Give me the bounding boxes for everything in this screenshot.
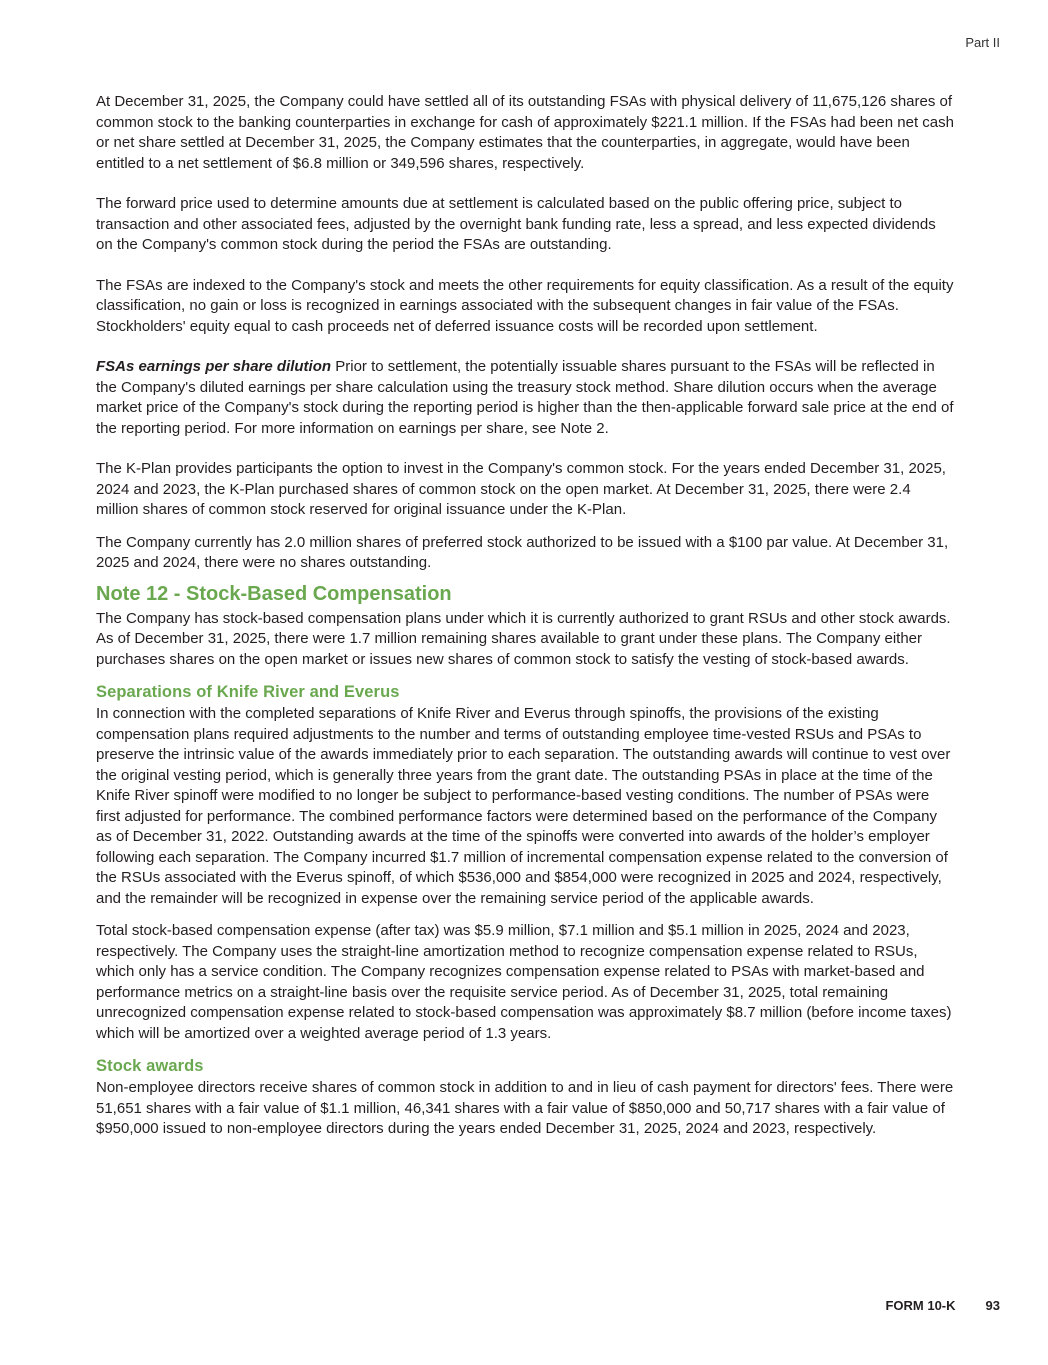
total-expense-paragraph: Total stock-based compensation expense (after tax) was $5.9 million, $7.1 million and $5.1 million in 2025, 2024 and 2023, respectively. The Company uses the straight-line amortization method to recognize compensation expense related to RSUs, which only has a service condition. The Company recognizes compensation expense related to PSAs with market-based and performance metrics on a straight-line basis over the requisite service period. As of December 31, 2025, total remaining unrecognized compensation expense related to stock-based compensation was approximately $8.7 million (before income taxes) which will be amortized over a weighted average period of 1.3 years.	[96, 922, 952, 1042]
eps-dilution-lead-in: FSAs earnings per share dilution	[96, 358, 332, 375]
document-body	[96, 92, 956, 1140]
note-12-title: Note 12 - Stock-Based Compensation	[96, 582, 452, 605]
k-plan-paragraph: The K-Plan provides participants the option to invest in the Company's common stock. For the years ended December 31, 2025, 2024 and 2023, the K-Plan purchased shares of common stock on the open market. At December 31, 2025, there were 2.4 million shares of common stock reserved for original issuance under the K-Plan.	[96, 460, 946, 518]
note-12-intro-paragraph: The Company has stock-based compensation plans under which it is currently authorized to grant RSUs and other stock awards. As of December 31, 2025, there were 1.7 million remaining shares available to grant under these plans. The Company either purchases shares on the open market or issues new shares of common stock to satisfy the vesting of stock-based awards.	[96, 609, 951, 668]
separations-heading: Separations of Knife River and Everus	[96, 683, 400, 701]
form-label: FORM 10-K	[885, 1298, 956, 1313]
stock-awards-heading: Stock awards	[96, 1057, 204, 1075]
eps-dilution-paragraph	[96, 357, 956, 439]
stock-awards-paragraph: Non-employee directors receive shares of common stock in addition to and in lieu of cash payment for directors' fees. There were 51,651 shares with a fair value of $1.1 million, 46,341 shares with a fair value of $850,000 and 50,717 shares with a fair value of $950,000 issued to non-employee directors during the years ended December 31, 2025, 2024 and 2023, respectively.	[96, 1079, 954, 1137]
forward-price-paragraph: The forward price used to determine amounts due at settlement is calculated based on the public offering price, subject to transaction and other associated fees, adjusted by the overnight bank funding rate, less a spread, and less expected dividends on the Company's common stock during the period the FSAs are outstanding.	[96, 195, 936, 253]
fsa-settlement-paragraph: At December 31, 2025, the Company could have settled all of its outstanding FSAs with physical delivery of 11,675,126 shares of common stock to the banking counterparties in exchange for cash of approximately $221.1 million. If the FSAs had been net cash or net share settled at December 31, 2025, the Company estimates that the counterparties, in aggregate, would have been entitled to a net settlement of $6.8 million or 349,596 shares, respectively.	[96, 93, 954, 172]
separations-paragraph: In connection with the completed separations of Knife River and Everus through spinoffs, the provisions of the existing compensation plans required adjustments to the number and terms of outstanding employee time-vested RSUs and PSAs to preserve the intrinsic value of the awards immediately prior to each separation. The outstanding awards will continue to vest over the original vesting period, which is generally three years from the grant date. The outstanding PSAs in place at the time of the Knife River spinoff were modified to no longer be subject to performance-based vesting conditions. The number of PSAs were first adjusted for performance. The combined performance factors were determined based on the performance of the Company as of December 31, 2022. Outstanding awards at the time of the spinoffs were converted into awards of the holder’s employer following each separation. The Company incurred $1.7 million of incremental compensation expense related to the conversion of the RSUs associated with the Everus spinoff, of which $536,000 and $854,000 were recognized in 2025 and 2024, respectively, and the remainder will be recognized in expense over the remaining service period of the applicable awards.	[96, 705, 951, 907]
eps-dilution-text: Prior to settlement, the potentially issuable shares pursuant to the FSAs will be reflected in the Company's diluted earnings per share calculation using the treasury stock method. Share dilution occurs when the average market price of the Company's stock during the reporting period is higher than the then-applicable forward sale price at the end of the reporting period. For more information on earnings per share, see Note 2.	[96, 358, 954, 437]
part-label: Part II	[965, 35, 1000, 50]
page-number: 93	[985, 1298, 1000, 1313]
preferred-stock-paragraph: The Company currently has 2.0 million shares of preferred stock authorized to be issued with a $100 par value. At December 31, 2025 and 2024, there were no shares outstanding.	[96, 533, 949, 571]
equity-classification-paragraph: The FSAs are indexed to the Company's stock and meets the other requirements for equity classification. As a result of the equity classification, no gain or loss is recognized in earnings associated with the subsequent changes in fair value of the FSAs. Stockholders' equity equal to cash proceeds net of deferred issuance costs will be recorded upon settlement.	[96, 276, 954, 335]
page-footer	[885, 1298, 1000, 1313]
